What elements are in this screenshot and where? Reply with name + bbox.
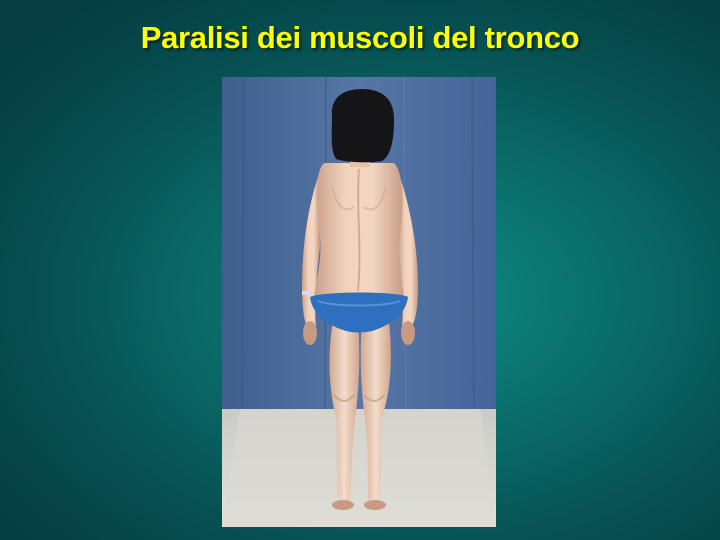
clinical-photo bbox=[222, 77, 496, 527]
slide-title: Paralisi dei muscoli del tronco bbox=[140, 20, 580, 55]
hair bbox=[332, 89, 394, 162]
